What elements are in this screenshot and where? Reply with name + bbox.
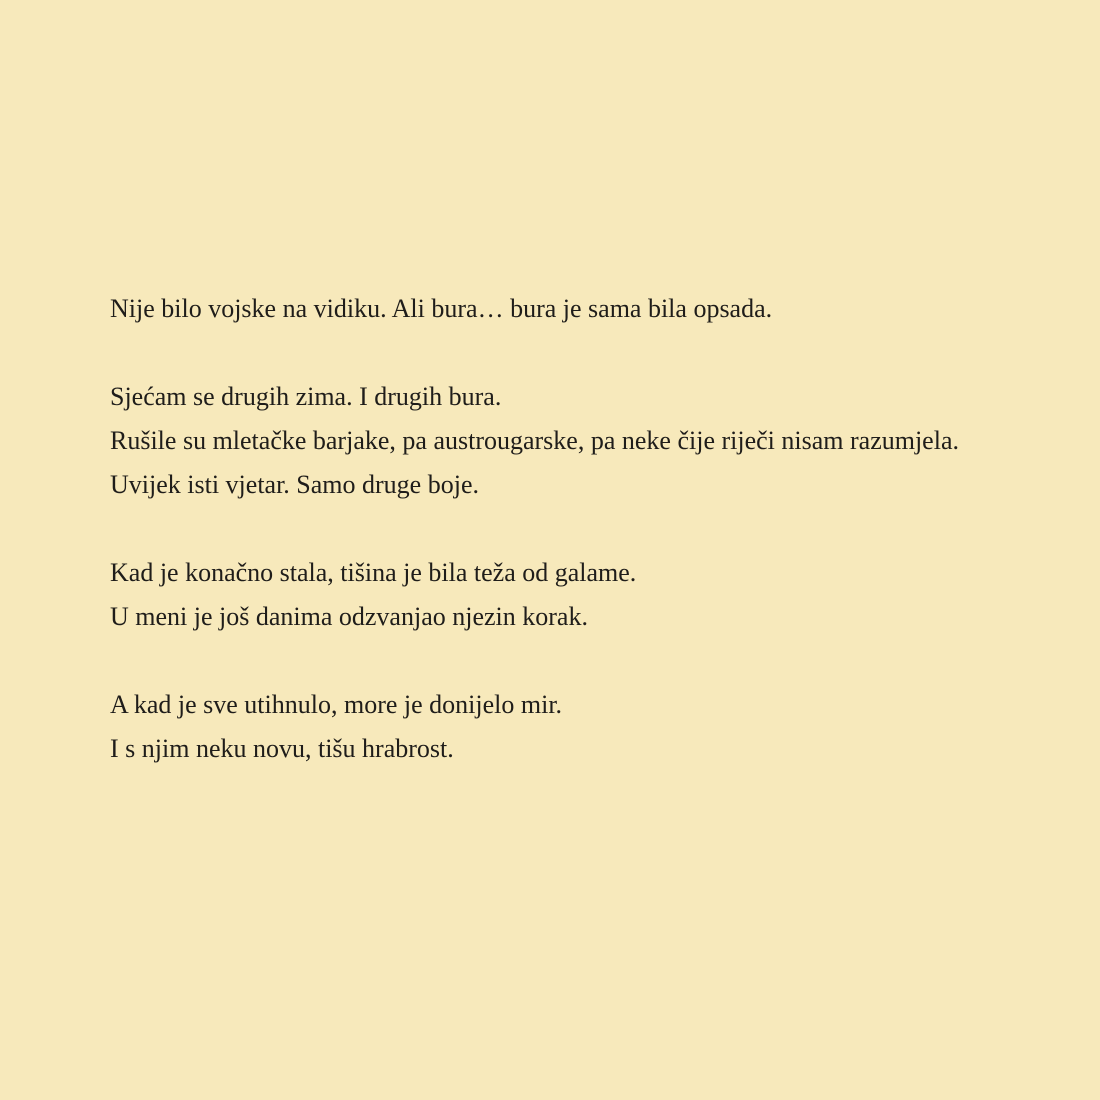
text-line: Uvijek isti vjetar. Samo druge boje.: [110, 470, 479, 499]
stanza-2: [110, 375, 990, 507]
stanza-4: [110, 683, 990, 771]
text-line: Kad je konačno stala, tišina je bila teža od galame.: [110, 558, 637, 587]
text-line: Sjećam se drugih zima. I drugih bura.: [110, 382, 502, 411]
text-line: I s njim neku novu, tišu hrabrost.: [110, 734, 454, 763]
text-line: Nije bilo vojske na vidiku. Ali bura… bura je sama bila opsada.: [110, 294, 773, 323]
text-line: U meni je još danima odzvanjao njezin korak.: [110, 602, 588, 631]
stanza-1: [110, 287, 990, 331]
stanza-3: [110, 551, 990, 639]
text-line: A kad je sve utihnulo, more je donijelo mir.: [110, 690, 563, 719]
poem-text: [110, 287, 990, 771]
text-line: Rušile su mletačke barjake, pa austrougarske, pa neke čije riječi nisam razumjela.: [110, 426, 959, 455]
